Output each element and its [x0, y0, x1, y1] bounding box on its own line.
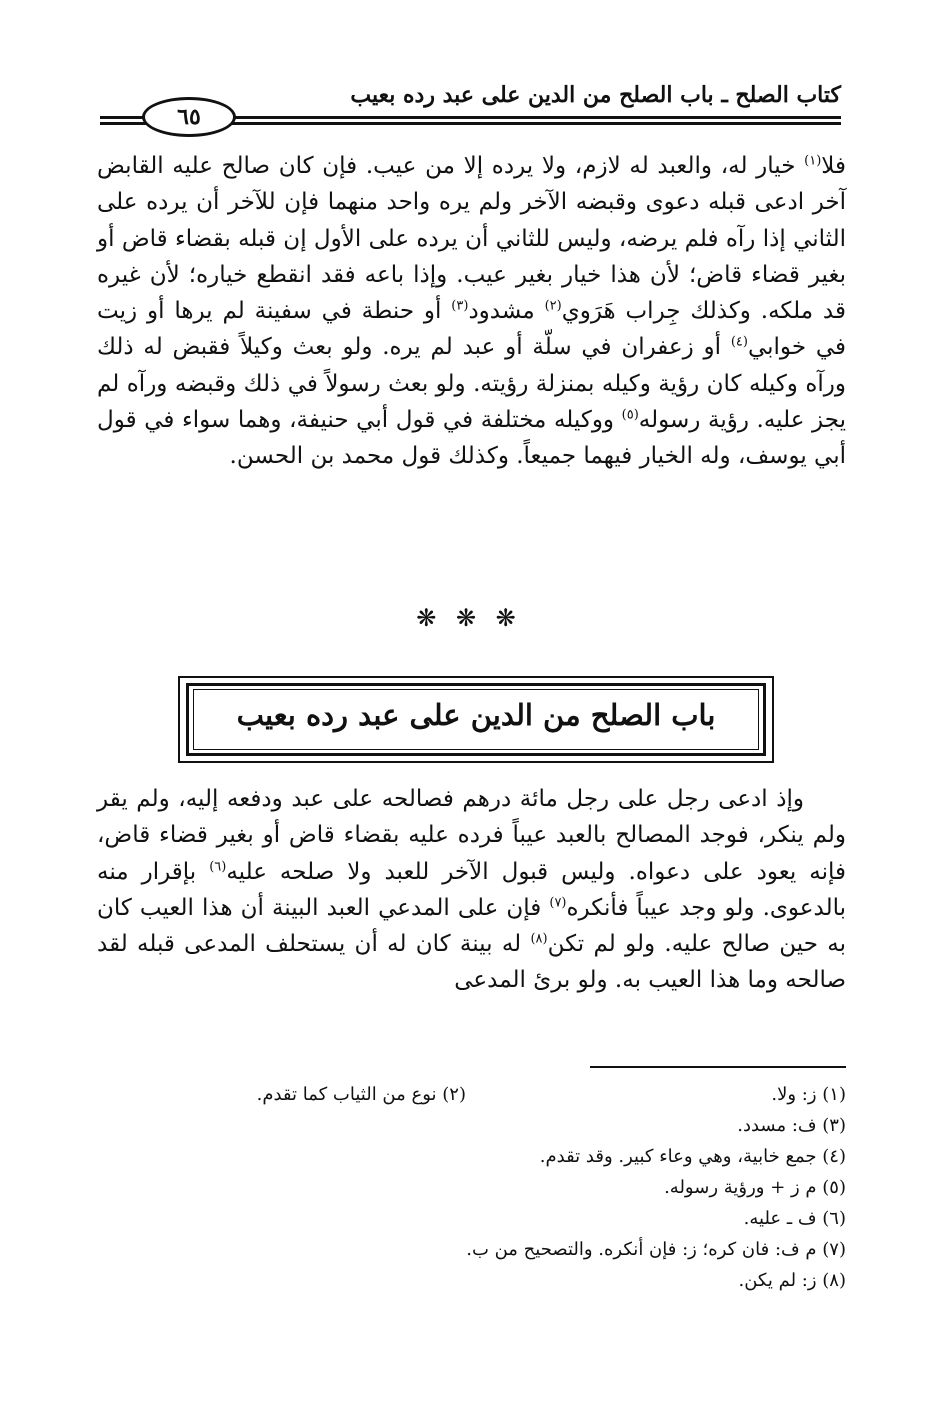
paragraph-text: مشدود	[468, 298, 545, 325]
paragraph-text: بإقرار منه بالدعوى. ولو وجد عيباً فأنكره	[97, 858, 846, 921]
footnote-3: (٣) ف: مسدد.	[737, 1115, 846, 1136]
body-paragraph-1	[97, 148, 846, 475]
paragraph-text: له بينة كان له أن يستحلف المدعى قبله لقد صالحه وما هذا العيب به. ولو برئ المدعى	[97, 931, 846, 994]
footnote-8: (٨) ز: لم يكن.	[738, 1270, 846, 1291]
paragraph-text: وإذ ادعى رجل على رجل مائة درهم فصالحه على عبد ودفعه إليه، ولم يقر ولم ينكر، فوجد المصالح بالعبد عيباً فرده عليه بقضاء قاض أو بغير قضاء قاض، فإنه يعود على دعواه. وليس قبول الآخر للعبد ولا صلحه عليه	[97, 786, 846, 885]
footnote-ref: (٦)	[209, 858, 227, 874]
footnote-ref: (٢)	[544, 298, 562, 314]
paragraph-text: أو حنطة في سفينة لم يرها أو زيت في خوابي	[97, 298, 846, 361]
footnote-row	[96, 1079, 846, 1110]
footnote-ref: (٤)	[730, 334, 748, 350]
chapter-heading-frame	[178, 676, 774, 763]
footnote-6: (٦) ف ـ عليه.	[743, 1208, 846, 1229]
footnote-ref: (٨)	[530, 931, 548, 947]
footnote-2: (٢) نوع من الثياب كما تقدم.	[256, 1084, 466, 1105]
paragraph-text: أو زعفران في سلّة أو عبد لم يره. ولو بعث وكيلاً فقبض له ذلك ورآه وكيله كان رؤية وكيله بمنزلة رؤيته. ولو بعث رسولاً في ذلك وقبضه ورآه لم يجز عليه. رؤية رسوله	[97, 334, 846, 434]
paragraph-text: فإن على المدعي العبد البينة أن هذا العيب كان به حين صالح عليه. ولو لم تكن	[97, 894, 846, 958]
footnote-ref: (٧)	[549, 895, 567, 911]
section-separator: ❋ ❋ ❋	[416, 604, 522, 632]
footnote-ref: (٣)	[451, 298, 469, 314]
paragraph-text: فلا	[821, 153, 846, 179]
footnote-5: (٥) م ز + ورؤية رسوله.	[664, 1177, 846, 1198]
page-number: ٦٥	[142, 97, 236, 137]
footnotes-section	[96, 1079, 846, 1296]
footnote-1: (١) ز: ولا.	[771, 1084, 846, 1105]
paragraph-text: خيار له، والعبد له لازم، ولا يرده إلا من عيب. فإن كان صالح عليه القابض آخر ادعى قبله دعوى وقبضه الآخر ولم يره واحد منهما فإن للآخر أن يرده على الثاني إذا رآه فلم يرضه، وليس للثاني أن يرده على الأول إن قبله بقضاء قاض أو بغير قضاء قاض؛ لأن هذا خيار بغير عيب. وإذا باعه فقد انقطع خياره؛ لأن غيره قد ملكه. وكذلك جِراب هَرَوي	[97, 153, 846, 325]
paragraph-text: ووكيله مختلفة في قول أبي حنيفة، وهما سواء في قول أبي يوسف، وله الخيار فيهما جميعاً. وكذلك قول محمد بن الحسن.	[97, 407, 846, 470]
footnote-7: (٧) م ف: فان كره؛ ز: فإن أنكره. والتصحيح من ب.	[466, 1239, 846, 1260]
chapter-title: باب الصلح من الدين على عبد رده بعيب	[236, 698, 716, 732]
footnote-ref: (٥)	[621, 407, 639, 423]
footnote-ref: (١)	[804, 153, 822, 169]
footnote-separator-rule	[590, 1066, 846, 1068]
running-header-title: كتاب الصلح ـ باب الصلح من الدين على عبد رده بعيب	[350, 82, 841, 108]
footnote-4: (٤) جمع خابية، وهي وعاء كبير. وقد تقدم.	[539, 1146, 846, 1167]
body-paragraph-2	[97, 781, 846, 999]
